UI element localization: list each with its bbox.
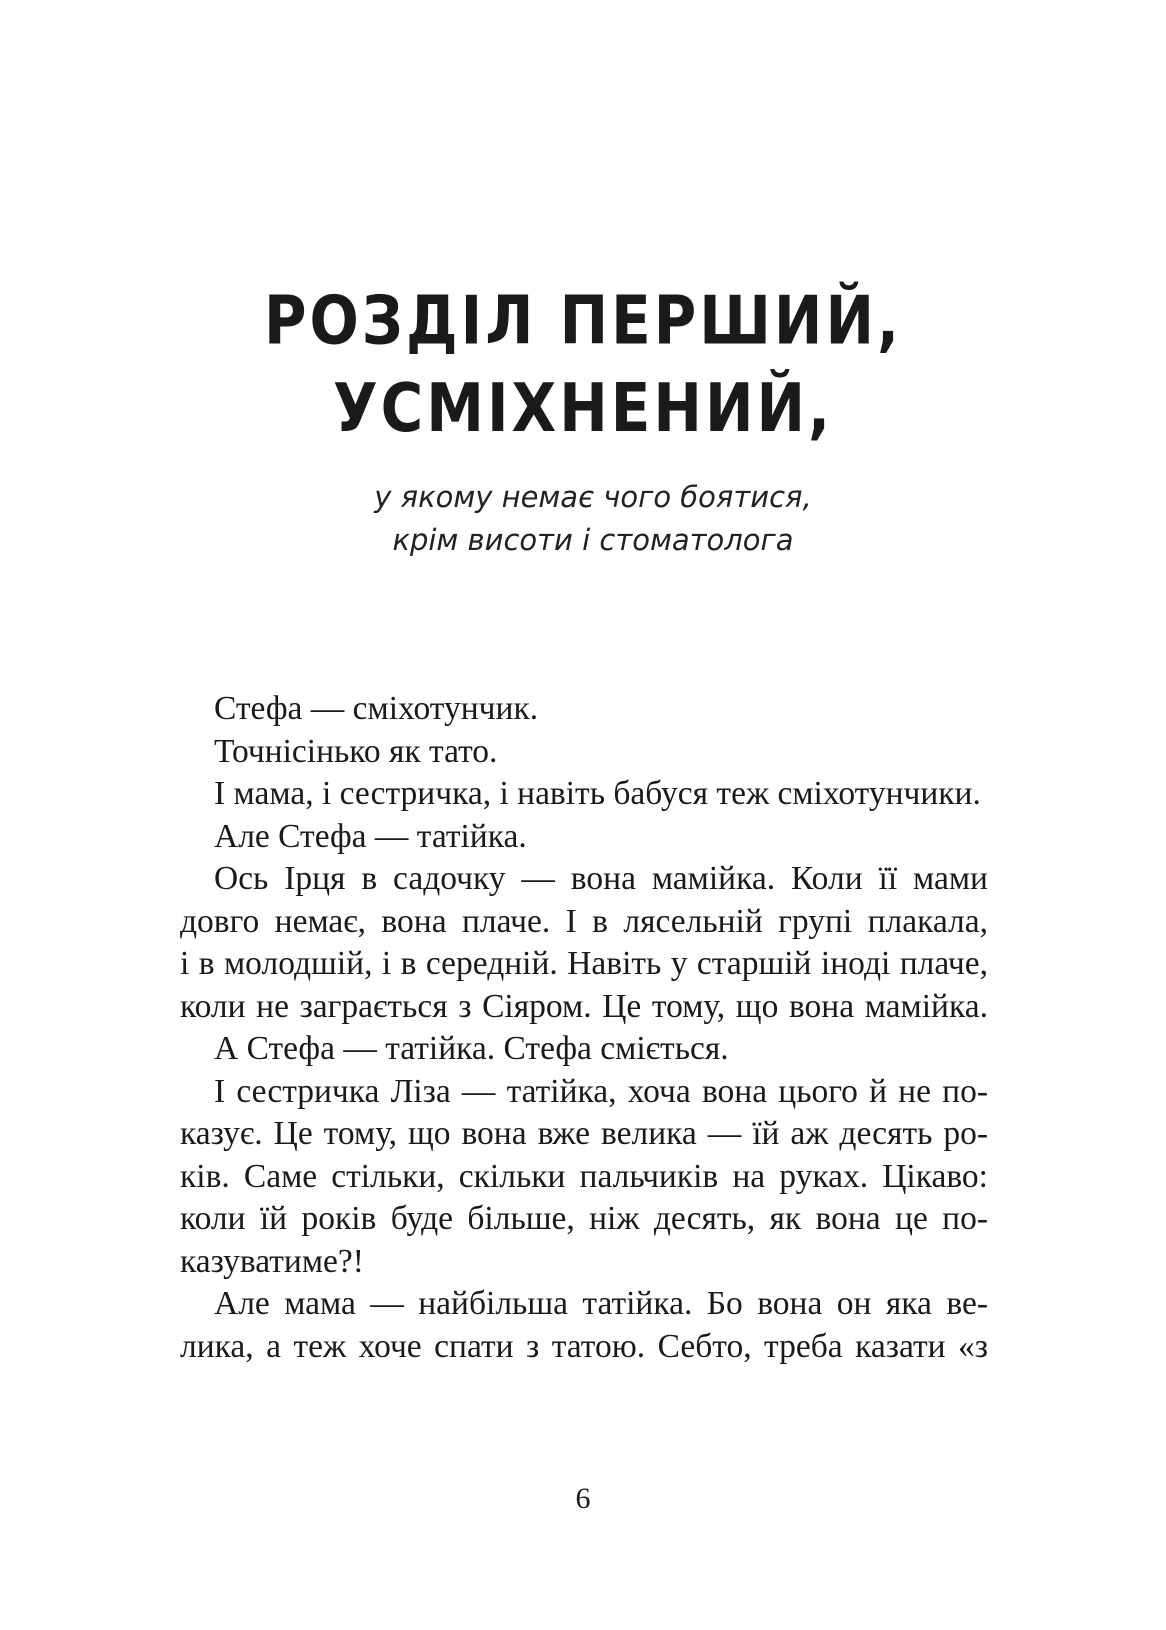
text-line: ків. Саме стільки, скільки пальчиків на руках. Цікаво: xyxy=(180,1157,988,1195)
text-line: казує. Це тому, що вона вже велика — їй аж десять ро- xyxy=(180,1115,988,1152)
text-line: А Стефа — татійка. Стефа сміється. xyxy=(214,1030,729,1067)
chapter-subtitle xyxy=(0,476,1166,562)
chapter-title xyxy=(0,277,1166,452)
text-line: Точнісінько як тато. xyxy=(214,732,498,770)
body-text xyxy=(180,688,988,1368)
text-line: І сестричка Ліза — татійка, хоча вона цього й не по- xyxy=(214,1072,988,1110)
chapter-subtitle-line-2: крім висоти і стоматолога xyxy=(392,523,794,557)
text-line: коли їй років буде більше, ніж десять, як вона це по- xyxy=(180,1200,988,1237)
text-line: коли не заграється з Сіяром. Це тому, що вона мамійка. xyxy=(180,987,988,1025)
text-line: Ось Ірця в садочку — вона мамійка. Коли її мами xyxy=(214,860,988,897)
text-line: довго немає, вона плаче. І в лясельній групі плакала, xyxy=(180,902,988,940)
page-number: 6 xyxy=(575,1482,591,1515)
chapter-title-line-1: РОЗДІЛ ПЕРШИЙ, xyxy=(263,281,903,360)
text-line: Але мама — найбільша татійка. Бо вона он яка ве- xyxy=(214,1285,988,1322)
text-line: і в молодшій, і в середній. Навіть у старшій іноді плаче, xyxy=(180,945,988,982)
text-line: І мама, і сестричка, і навіть бабуся теж сміхотунчики. xyxy=(214,775,981,812)
chapter-title-line-2: УСМІХНЕНИЙ, xyxy=(332,369,834,448)
text-line: Але Стефа — татійка. xyxy=(214,817,527,855)
text-line: Стефа — сміхотунчик. xyxy=(214,690,539,727)
text-line: лика, а теж хоче спати з татою. Себто, треба казати «з xyxy=(180,1327,988,1365)
chapter-subtitle-line-1: у якому немає чого боятися, xyxy=(374,480,812,514)
text-line: казуватиме?! xyxy=(180,1242,364,1280)
